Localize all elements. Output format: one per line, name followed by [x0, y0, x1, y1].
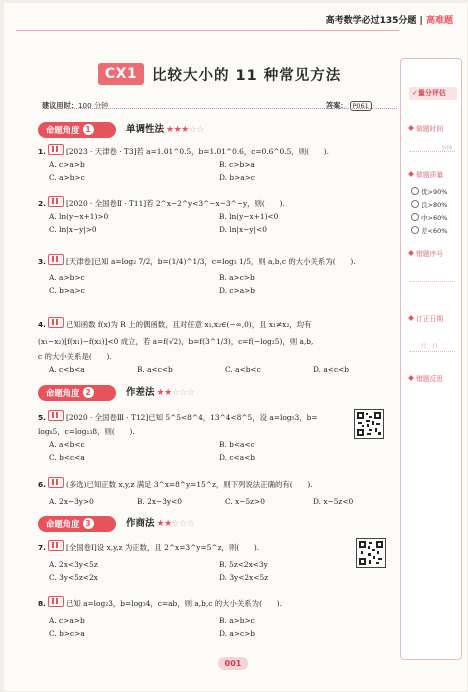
- problem-2: 2. [2020 · 全国卷Ⅱ · T11]若 2^x−2^y<3^−x−3^−y，则( ). A. ln(y−x+1)>0 B. ln(y−x+1)<0 C. ln|x−y|>0 D. ln|x−y|<0: [38, 196, 384, 235]
- header-rule: [16, 30, 399, 31]
- suggested-time: 建议用时：100 分钟: [42, 101, 109, 110]
- chapter-code-badge: CX1: [98, 63, 144, 85]
- chapter-title: 比较大小的 11 种常见方法: [152, 68, 342, 84]
- difficulty-icon: [48, 196, 64, 207]
- quality-option-poor[interactable]: 差<60%: [411, 226, 447, 235]
- self-evaluation-sidebar: ✓量分评估 做题时间 分钟 做题质量 优>90% 良>80% 中>60% 差<60% 错题序号 订正日期 月 日 错题反思: [400, 58, 462, 660]
- problem-5: 5. [2020 · 全国卷Ⅲ · T12]已知 5^5<8^4，13^4<8^5，设 a=log₅3，b= log₈5，c=log₁₃8，则( ). A. a<b<c B. b<a<c C. b<c<a D. c<a<b: [38, 410, 384, 463]
- answer-reference: 答案： P061: [326, 101, 372, 111]
- problem-7: 7. [全国卷Ⅰ]设 x,y,z 为正数，且 2^x=3^y=5^z，则( ). A. 2x<3y<5z B. 5z<2x<3y C. 3y<5z<2x D. 3y<2x<5z: [38, 540, 384, 583]
- time-label: 做题时间: [409, 123, 459, 133]
- revise-date-label: 订正日期: [409, 313, 459, 323]
- problem-3: 3. [天津卷]已知 a=log₂ 7/2，b=(1/4)^1/3，c=log₃ 1/5，则 a,b,c 的大小关系为( ). A. a>b>c B. a>c>b C. b>a>c D. c>a>b: [38, 254, 384, 296]
- difficulty-icon: [48, 596, 64, 607]
- quality-option-excellent[interactable]: 优>90%: [411, 187, 447, 196]
- problem-1: 1. [2023 · 天津卷 · T3]若 a=1.01^0.5，b=1.01^0.6，c=0.6^0.5，则( ). A. c>a>b B. c>b>a C. a>b>c D. b>a>c: [38, 144, 384, 183]
- difficulty-icon: [48, 254, 64, 265]
- reflection-label: 错题反思: [409, 373, 459, 383]
- quality-option-good[interactable]: 良>80%: [411, 200, 447, 209]
- difficulty-icon: [48, 477, 64, 488]
- difficulty-icon: [48, 144, 64, 155]
- sidebar-title: ✓量分评估: [409, 87, 457, 100]
- revise-date-line[interactable]: [409, 351, 455, 352]
- divider: [42, 108, 397, 109]
- wrong-numbers-label: 错题序号: [409, 248, 459, 258]
- problem-4: 4. 已知函数 f(x)为 R 上的偶函数，且对任意 x₁,x₂∈(−∞,0)，且 x₁≠x₂，均有 (x₁−x₂)[f(x₁)−f(x₂)]<0 成立，若 a=f(√2)，b=f(3^1/3)，c=f(−log₂5)，则 a,b, c 的大小关系是( ). A. c<b<a B. a<c<b C. a<b<c D. a<c<b: [38, 317, 384, 375]
- page-number: 001: [218, 657, 248, 670]
- book-title: 高考数学必过135分题 | 高难题: [325, 16, 453, 26]
- problem-8: 8. 已知 a=log₂3，b=log₃4，c=ab，则 a,b,c 的大小关系为( ). A. c>a>b B. a>b>c C. b>c>a D. a>c>b: [38, 596, 384, 639]
- problem-6: 6. (多选)已知正数 x,y,z 满足 3^x=8^y=15^z，则下列说法正确的有( ). A. 2x−3y>0 B. 2x−3y<0 C. x−5z>0 D. x−5z<0: [38, 477, 384, 507]
- difficulty-icon: [48, 540, 64, 551]
- quality-label: 做题质量: [409, 169, 459, 179]
- qr-code-icon[interactable]: [356, 538, 386, 568]
- difficulty-icon: [48, 317, 64, 328]
- qr-code-icon[interactable]: [354, 409, 384, 439]
- difficulty-icon: [48, 410, 64, 421]
- workbook-page: 高考数学必过135分题 | 高难题 CX1 比较大小的 11 种常见方法 建议用时：100 分钟 答案： P061 命题角度 1 单调性法 ★★★☆☆ 1. [2023 · 天津卷 · T3]若 a=1.01^0.5，b=1.01^0.6，c=0.6^0.5，则( ). A. c>a>b B. c>b>a C. a>b>c D. b>a>c 2. [2020 · 全国卷Ⅱ · T11]若 2^x−2^y<3^−x−3^−y，则( ). A. ln(y−x+1)>0 B. ln(y−x+1)<0 C. ln|x−y|>0 D. ln|x−y|<0 3. [天津卷]已知 a=log₂ 7/2，b=(1/4)^1/3，c=log₃ 1/5，则 a,b,c 的大小关系为( ). A. a>b>c B. a>c>b C. b>a>c D. c>a>b 4. 已知函数 f(x)为 R 上的偶函数，且对任意 x₁,x₂∈(−∞,0)，且 x₁≠x₂，均有 (x₁−x₂)[f(x₁)−f(x₂)]<0 成立，若 a=f(√2)，b=f(3^1/3)，c=f(−log₂5)，则 a,b, c 的大小关系是( ). A. c<b<a B. a<c<b C. a<b<c D. a<c<b 命题角度 2 作差法 ★★☆☆☆ 5. [2020 · 全国卷Ⅲ · T12]已知 5^5<8^4，13^4<8^5，设 a=log₅3，b= log₈5，c=log₁₃8，则( ). A. a<b<c B. b<a<c C. b<c<a D. c<a<b 6. (多选)已知正数 x,y,z 满足 3^x=8^y=15^z，则下列说法正确的有( ). A. 2x−3y>0 B. 2x−3y<0 C. x−5z>0 D. x−5z<0 命题角度 3 作商法 ★★☆☆☆ 7. [全国卷Ⅰ]设 x,y,z 为正数，且 2^x=3^y=5^z，则( ). A. 2x<3y<5z B. 5z<2x<3y C. 3y<5z<2x D. 3y<2x<5z 8. 已知 a=log₂3，b=log₃4，c=ab，则 a,b,c 的大小关系为( ). A. c>a>b B. a>b>c C. b>c>a D. a>c>b ✓量分评估 做题时间 分钟 做题质量 优>90% 良>80% 中>60% 差<60% 错题序号 订正日期 月 日 错题反思 001: [4, 3, 467, 691]
- quality-option-medium[interactable]: 中>60%: [411, 213, 447, 222]
- wrong-numbers-line[interactable]: [409, 281, 455, 282]
